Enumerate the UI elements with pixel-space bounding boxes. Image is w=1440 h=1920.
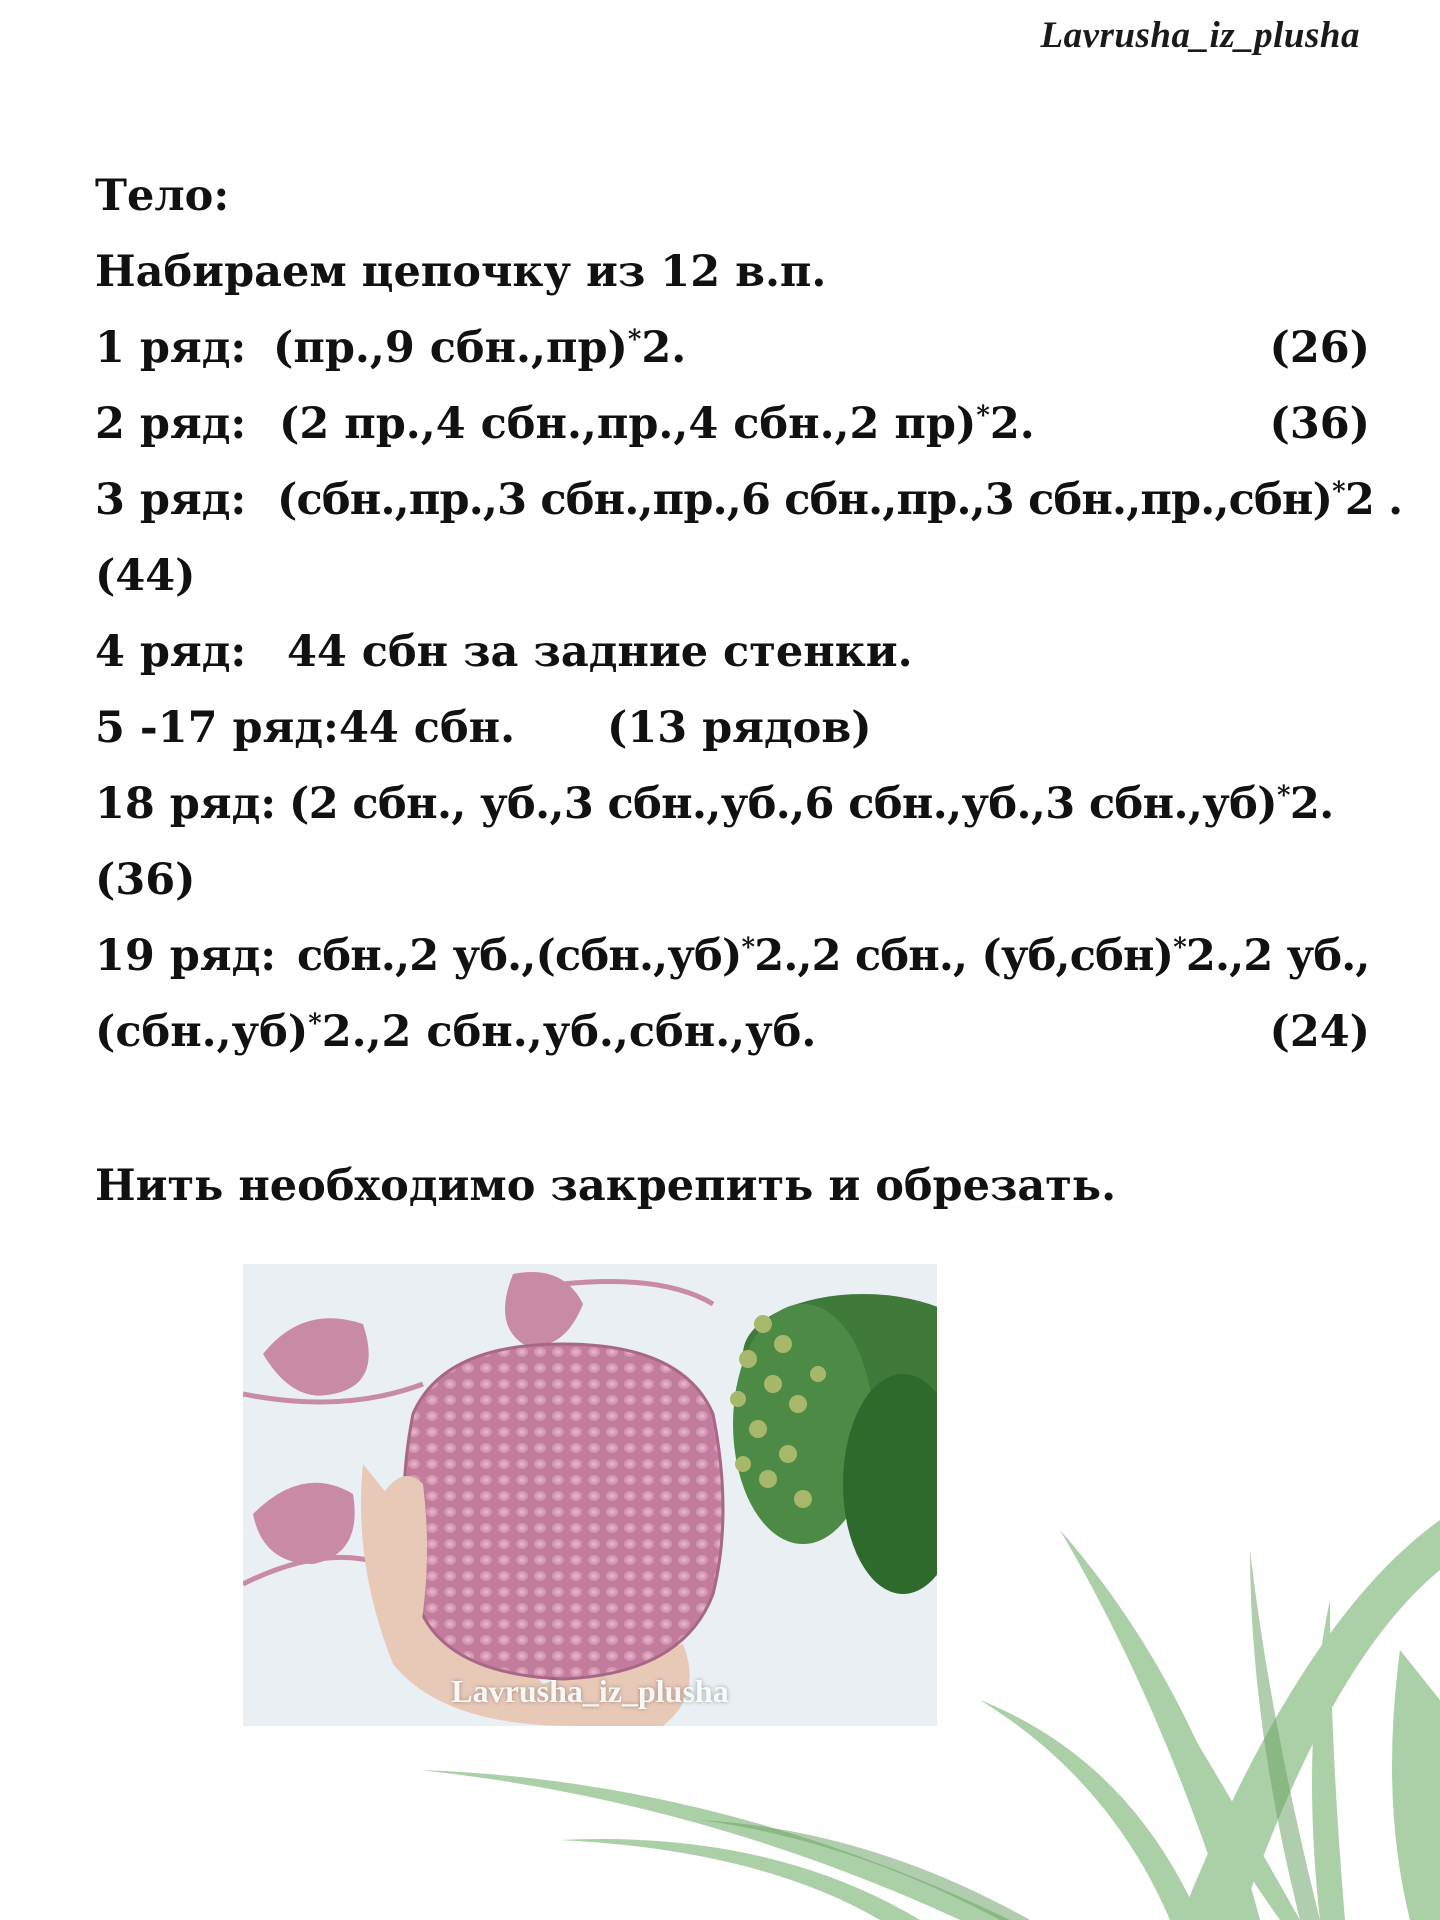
row-instruction: (пр.,9 сбн.,пр)*2. xyxy=(273,323,687,373)
row-label: 1 ряд: xyxy=(95,323,247,373)
stitch-count: (44) xyxy=(95,551,196,601)
pattern-row-18-count xyxy=(95,850,1370,910)
row-label: 3 ряд: xyxy=(95,475,247,525)
pattern-row-19 xyxy=(95,926,1370,986)
product-photo xyxy=(243,1264,937,1726)
pattern-row-5-17 xyxy=(95,698,1370,758)
row-instruction: 44 сбн за задние стенки. xyxy=(287,627,913,677)
pattern-row-3 xyxy=(95,470,1403,530)
row-instruction: 44 сбн. xyxy=(339,703,516,753)
pattern-row-18 xyxy=(95,774,1370,834)
row-label: 5 -17 ряд: xyxy=(95,703,339,753)
photo-watermark: Lavrusha_iz_plusha xyxy=(451,1673,729,1709)
pattern-row-4 xyxy=(95,622,1370,682)
stitch-count: (24) xyxy=(1269,1007,1370,1057)
row-label: 2 ряд: xyxy=(95,399,247,449)
pattern-row-19-cont xyxy=(95,1002,1370,1062)
crochet-body-image xyxy=(243,1264,937,1726)
pattern-row-2 xyxy=(95,394,1370,454)
row-label: 18 ряд: xyxy=(95,779,277,829)
stitch-count: (36) xyxy=(95,855,196,905)
stitch-count: (26) xyxy=(1269,323,1370,373)
row-instruction: (сбн.,уб)*2.,2 сбн.,уб.,сбн.,уб. xyxy=(95,1007,817,1057)
pattern-row-3-count xyxy=(95,546,1370,606)
stitch-count: (36) xyxy=(1269,399,1370,449)
row-label: 19 ряд: xyxy=(95,931,277,981)
row-label: 4 ряд: xyxy=(95,627,247,677)
finish-instruction: Нить необходимо закрепить и обрезать. xyxy=(95,1161,1117,1211)
row-instruction: (2 пр.,4 сбн.,пр.,4 сбн.,2 пр)*2. xyxy=(279,399,1035,449)
row-note: (13 рядов) xyxy=(607,703,872,753)
brand-watermark: Lavrusha_iz_plusha xyxy=(1040,15,1360,56)
intro-line: Набираем цепочку из 12 в.п. xyxy=(95,247,827,297)
row-instruction: (2 сбн., уб.,3 сбн.,уб.,6 сбн.,уб.,3 сбн.,уб)*2. xyxy=(289,779,1334,829)
pattern-row-1 xyxy=(95,318,1370,378)
row-instruction: сбн.,2 уб.,(сбн.,уб)*2.,2 сбн., (уб,сбн)*2.,2 уб., xyxy=(297,931,1370,981)
row-instruction: (сбн.,пр.,3 сбн.,пр.,6 сбн.,пр.,3 сбн.,пр.,сбн)*2 . xyxy=(277,475,1403,525)
section-title: Тело: xyxy=(95,171,230,221)
